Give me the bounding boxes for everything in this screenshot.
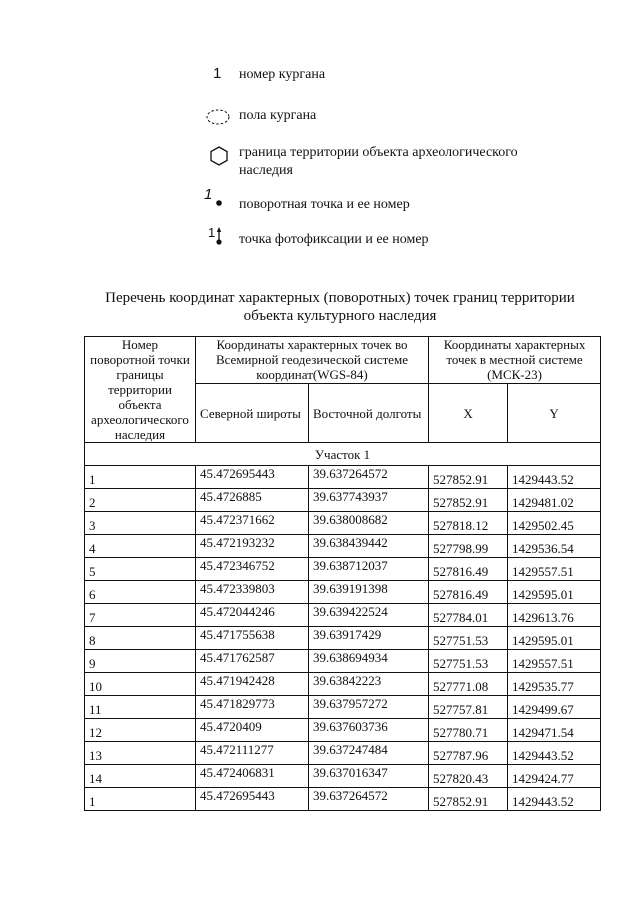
latitude-cell: 45.472339803 xyxy=(196,581,309,604)
point-number-cell: 14 xyxy=(85,765,196,788)
x-cell: 527751.53 xyxy=(429,627,508,650)
legend-item-turning-point xyxy=(203,186,539,216)
latitude-cell: 45.4720409 xyxy=(196,719,309,742)
legend-label: точка фотофиксации и ее номер xyxy=(239,232,429,247)
longitude-cell: 39.638712037 xyxy=(309,558,429,581)
point-number-cell: 1 xyxy=(85,788,196,811)
latitude-cell: 45.472044246 xyxy=(196,604,309,627)
y-cell: 1429499.67 xyxy=(508,696,601,719)
longitude-cell: 39.637603736 xyxy=(309,719,429,742)
x-cell: 527751.53 xyxy=(429,650,508,673)
header-y: Y xyxy=(508,384,601,443)
header-longitude: Восточной долготы xyxy=(309,384,429,443)
latitude-cell: 45.471942428 xyxy=(196,673,309,696)
table-row xyxy=(85,489,601,512)
table-row xyxy=(85,673,601,696)
longitude-cell: 39.637957272 xyxy=(309,696,429,719)
longitude-cell: 39.637264572 xyxy=(309,788,429,811)
y-cell: 1429595.01 xyxy=(508,627,601,650)
table-title: Перечень координат характерных (поворотных) точек границ территории объекта культурного наследия xyxy=(105,290,575,324)
point-number-cell: 5 xyxy=(85,558,196,581)
point-number-cell: 8 xyxy=(85,627,196,650)
y-cell: 1429535.77 xyxy=(508,673,601,696)
x-cell: 527798.99 xyxy=(429,535,508,558)
longitude-cell: 39.638439442 xyxy=(309,535,429,558)
x-cell: 527818.12 xyxy=(429,512,508,535)
y-cell: 1429481.02 xyxy=(508,489,601,512)
header-x: X xyxy=(429,384,508,443)
legend-label: пола кургана xyxy=(239,108,317,123)
x-cell: 527771.08 xyxy=(429,673,508,696)
y-cell: 1429613.76 xyxy=(508,604,601,627)
header-latitude: Северной широты xyxy=(196,384,309,443)
latitude-cell: 45.472346752 xyxy=(196,558,309,581)
longitude-cell: 39.63842223 xyxy=(309,673,429,696)
point-number-cell: 2 xyxy=(85,489,196,512)
table-row xyxy=(85,696,601,719)
x-cell: 527780.71 xyxy=(429,719,508,742)
legend-item-photo-point xyxy=(203,227,539,251)
y-cell: 1429443.52 xyxy=(508,742,601,765)
y-cell: 1429502.45 xyxy=(508,512,601,535)
x-cell: 527816.49 xyxy=(429,581,508,604)
x-cell: 527757.81 xyxy=(429,696,508,719)
table-row xyxy=(85,627,601,650)
longitude-cell: 39.637016347 xyxy=(309,765,429,788)
coordinates-table xyxy=(84,336,601,811)
point-number-cell: 4 xyxy=(85,535,196,558)
y-cell: 1429557.51 xyxy=(508,650,601,673)
legend-item-mound-number xyxy=(203,66,539,90)
table-row xyxy=(85,788,601,811)
table-row xyxy=(85,535,601,558)
y-cell: 1429536.54 xyxy=(508,535,601,558)
x-cell: 527816.49 xyxy=(429,558,508,581)
point-number-cell: 12 xyxy=(85,719,196,742)
latitude-cell: 45.471762587 xyxy=(196,650,309,673)
longitude-cell: 39.638008682 xyxy=(309,512,429,535)
point-number-cell: 11 xyxy=(85,696,196,719)
territory-boundary-hexagon-icon xyxy=(203,144,239,168)
legend-item-mound-base xyxy=(203,107,539,131)
header-point-number: Номер поворотной точки границы территории объекта археологического наследия xyxy=(85,337,196,443)
table-row xyxy=(85,604,601,627)
table-row xyxy=(85,650,601,673)
point-number-cell: 3 xyxy=(85,512,196,535)
point-number-cell: 9 xyxy=(85,650,196,673)
section-label: Участок 1 xyxy=(85,443,601,466)
longitude-cell: 39.637743937 xyxy=(309,489,429,512)
longitude-cell: 39.639191398 xyxy=(309,581,429,604)
legend-label: поворотная точка и ее номер xyxy=(239,197,410,212)
y-cell: 1429443.52 xyxy=(508,788,601,811)
latitude-cell: 45.472193232 xyxy=(196,535,309,558)
point-number-cell: 10 xyxy=(85,673,196,696)
longitude-cell: 39.637264572 xyxy=(309,466,429,489)
table-row xyxy=(85,512,601,535)
longitude-cell: 39.63917429 xyxy=(309,627,429,650)
longitude-cell: 39.637247484 xyxy=(309,742,429,765)
latitude-cell: 45.472371662 xyxy=(196,512,309,535)
legend-label: номер кургана xyxy=(239,67,326,82)
latitude-cell: 45.4726885 xyxy=(196,489,309,512)
header-msk23: Координаты характерных точек в местной системе (МСК-23) xyxy=(429,337,601,384)
latitude-cell: 45.472695443 xyxy=(196,466,309,489)
legend-item-territory-boundary xyxy=(203,144,549,180)
point-number-cell: 1 xyxy=(85,466,196,489)
legend-label: граница территории объекта археологического наследия xyxy=(239,145,518,178)
latitude-cell: 45.471829773 xyxy=(196,696,309,719)
mound-number-symbol: 1 xyxy=(213,65,222,82)
y-cell: 1429424.77 xyxy=(508,765,601,788)
table-row xyxy=(85,558,601,581)
latitude-cell: 45.471755638 xyxy=(196,627,309,650)
point-number-cell: 6 xyxy=(85,581,196,604)
y-cell: 1429557.51 xyxy=(508,558,601,581)
table-row xyxy=(85,742,601,765)
latitude-cell: 45.472695443 xyxy=(196,788,309,811)
point-number-cell: 7 xyxy=(85,604,196,627)
y-cell: 1429595.01 xyxy=(508,581,601,604)
x-cell: 527784.01 xyxy=(429,604,508,627)
table-row xyxy=(85,719,601,742)
turning-point-icon: 1 xyxy=(203,192,239,216)
table-row xyxy=(85,581,601,604)
latitude-cell: 45.472111277 xyxy=(196,742,309,765)
photo-point-icon: 1 xyxy=(203,227,239,251)
table-row xyxy=(85,466,601,489)
y-cell: 1429471.54 xyxy=(508,719,601,742)
x-cell: 527852.91 xyxy=(429,466,508,489)
mound-base-dashed-ellipse-icon xyxy=(203,107,239,131)
point-number-cell: 13 xyxy=(85,742,196,765)
x-cell: 527787.96 xyxy=(429,742,508,765)
x-cell: 527852.91 xyxy=(429,788,508,811)
x-cell: 527820.43 xyxy=(429,765,508,788)
latitude-cell: 45.472406831 xyxy=(196,765,309,788)
x-cell: 527852.91 xyxy=(429,489,508,512)
header-wgs84: Координаты характерных точек во Всемирной геодезической системе координат(WGS-84) xyxy=(196,337,429,384)
longitude-cell: 39.639422524 xyxy=(309,604,429,627)
y-cell: 1429443.52 xyxy=(508,466,601,489)
table-row xyxy=(85,765,601,788)
longitude-cell: 39.638694934 xyxy=(309,650,429,673)
